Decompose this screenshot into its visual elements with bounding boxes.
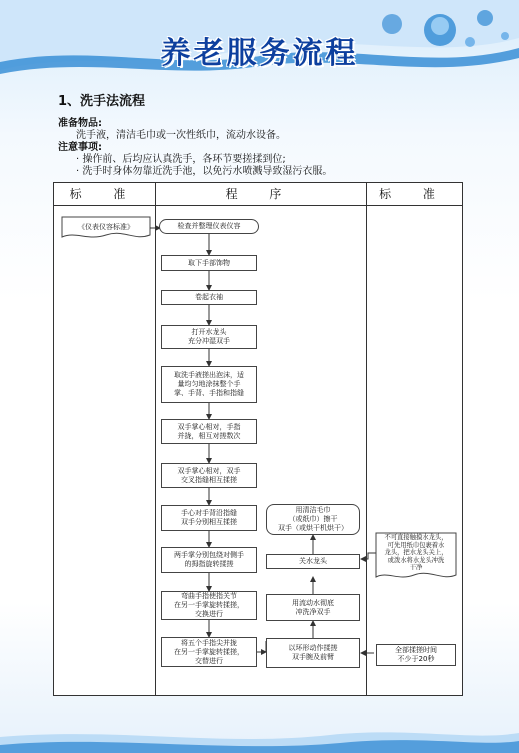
flow-step: 手心对手背沿指缝 双手分别相互揉搓 bbox=[161, 505, 257, 531]
flow-step: 以环形动作揉搓 双手腕及前臂 bbox=[266, 638, 360, 668]
flow-step: 卷起衣袖 bbox=[161, 290, 257, 305]
flow-step: 两手掌分别包绕对侧手 的拇指旋转揉搓 bbox=[161, 547, 257, 573]
flow-table bbox=[53, 182, 463, 696]
note-item: · 洗手时身体勿靠近洗手池，以免污水喷溅导致湿污衣服。 bbox=[76, 166, 333, 177]
flow-step-start: 检查并整理仪表仪容 bbox=[159, 219, 259, 234]
flow-step: 将五个手指尖并拢 在另一手掌旋转揉搓， 交替进行 bbox=[161, 637, 257, 667]
prep-text: 洗手液，清洁毛巾或一次性纸巾，流动水设备。 bbox=[76, 130, 286, 141]
footer-wave-decoration bbox=[0, 723, 519, 753]
flow-step: 双手掌心相对，手指 并拢，相互对搓数次 bbox=[161, 419, 257, 444]
column-header-procedure: 程 序 bbox=[225, 187, 296, 201]
flow-step-end: 用清洁毛巾 （或纸巾）擦干 双手（或烘干机烘干） bbox=[266, 504, 360, 535]
flow-step: 双手掌心相对，双手 交叉指缝相互揉搓 bbox=[161, 463, 257, 488]
flow-step: 取洗手液搓出泡沫，适 量均匀地涂抹整个手 掌、手背、手指和指缝 bbox=[161, 366, 257, 403]
flow-step: 取下手部饰物 bbox=[161, 255, 257, 271]
notes-heading: 注意事项: bbox=[58, 142, 102, 153]
flow-connectors bbox=[54, 183, 462, 695]
column-header-standard-right: 标 准 bbox=[379, 187, 449, 201]
note-item: · 操作前、后均应认真洗手，各环节要搓揉到位; bbox=[76, 154, 286, 165]
section-title: 1、洗手法流程 bbox=[58, 94, 146, 109]
flow-step: 用流动水彻底 冲洗净双手 bbox=[266, 594, 360, 621]
standard-note: 不可直接触摸水龙头， 可先用纸巾包裹着水 龙头，把水龙头关上， 或泼水将水龙头冲洗 干净 bbox=[384, 534, 448, 572]
flow-step: 弯曲手指使指关节 在另一手掌旋转揉搓， 交换进行 bbox=[161, 591, 257, 620]
prep-heading: 准备物品: bbox=[58, 118, 102, 129]
standard-note-box: 全部揉搓时间 不少于20秒 bbox=[376, 644, 456, 666]
column-header-standard-left: 标 准 bbox=[69, 187, 140, 201]
flow-step: 关水龙头 bbox=[266, 554, 360, 569]
standard-document-label: 《仪表仪容标准》 bbox=[78, 223, 134, 231]
page-title: 养老服务流程 bbox=[160, 36, 359, 71]
flow-step: 打开水龙头 充分冲湿双手 bbox=[161, 325, 257, 349]
